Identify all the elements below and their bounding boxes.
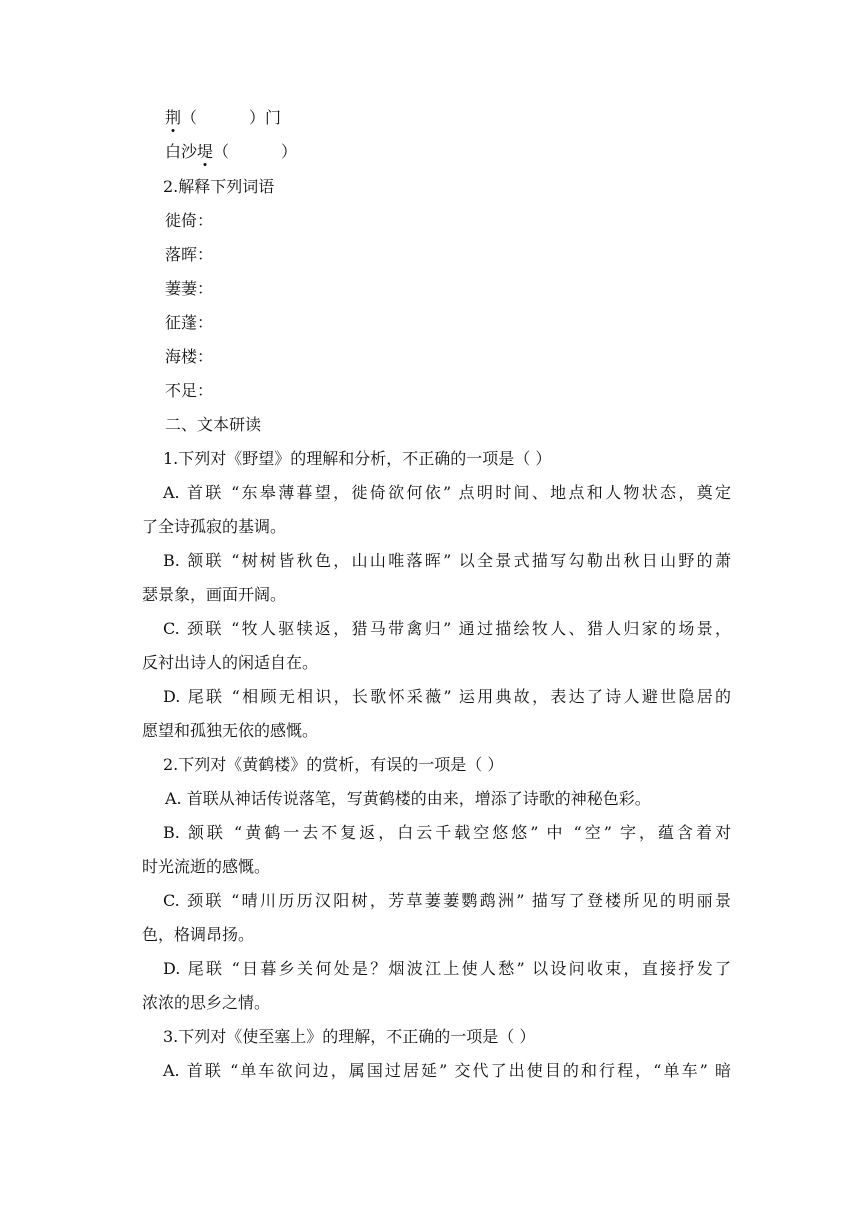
question-stem: 3.下列对《使至塞上》的理解，不正确的一项是（ ） bbox=[163, 1027, 536, 1046]
term-item: 征蓬： bbox=[165, 313, 214, 332]
section-heading: 2.解释下列词语 bbox=[163, 177, 275, 196]
term-item: 萋萋： bbox=[165, 279, 214, 298]
pinyin-item: 荆（ ）门 bbox=[165, 108, 282, 127]
question-option: A. 首联从神话传说落笔，写黄鹤楼的由来，增添了诗歌的神秘色彩。 bbox=[165, 789, 651, 808]
question-stem: 2.下列对《黄鹤楼》的赏析，有误的一项是（ ） bbox=[163, 755, 504, 774]
term-item: 徙倚： bbox=[165, 211, 214, 230]
question-stem: 1.下列对《野望》的理解和分析，不正确的一项是（ ） bbox=[163, 449, 552, 468]
term-item: 海楼： bbox=[165, 347, 214, 366]
dotted-character: 荆 bbox=[165, 108, 182, 127]
question-option: A. 首联 “单车欲问边，属国过居延” 交代了出使目的和行程，“单车” 暗 bbox=[163, 1061, 731, 1080]
question-option: A. 首联 “东皋薄暮望，徙倚欲何依” 点明时间、地点和人物状态，奠定 了全诗孤寂的基调。 bbox=[142, 483, 731, 536]
question-option: D. 尾联 “相顾无相识，长歌怀采薇” 运用典故，表达了诗人避世隐居的 愿望和孤独无依的感慨。 bbox=[142, 687, 731, 740]
section-heading: 二、文本研读 bbox=[165, 415, 262, 434]
term-item: 落晖： bbox=[165, 245, 214, 264]
question-option: B. 颔联 “黄鹤一去不复返，白云千载空悠悠” 中 “空” 字，蕴含着对 时光流逝的感慨。 bbox=[142, 823, 731, 876]
question-option: C. 颈联 “牧人驱犊返，猎马带禽归” 通过描绘牧人、猎人归家的场景， 反衬出诗人的闲适自在。 bbox=[142, 619, 731, 672]
dotted-character: 堤 bbox=[197, 142, 214, 161]
question-option: C. 颈联 “晴川历历汉阳树，芳草萋萋鹦鹉洲” 描写了登楼所见的明丽景 色，格调昂扬。 bbox=[142, 891, 731, 944]
question-option: B. 颔联 “树树皆秋色，山山唯落晖” 以全景式描写勾勒出秋日山野的萧 瑟景象，画面开阔。 bbox=[142, 551, 731, 604]
pinyin-item: 白沙堤（ ） bbox=[165, 142, 298, 161]
term-item: 不足： bbox=[165, 381, 214, 400]
question-option: D. 尾联 “日暮乡关何处是？烟波江上使人愁” 以设问收束，直接抒发了 浓浓的思乡之情。 bbox=[142, 959, 731, 1012]
